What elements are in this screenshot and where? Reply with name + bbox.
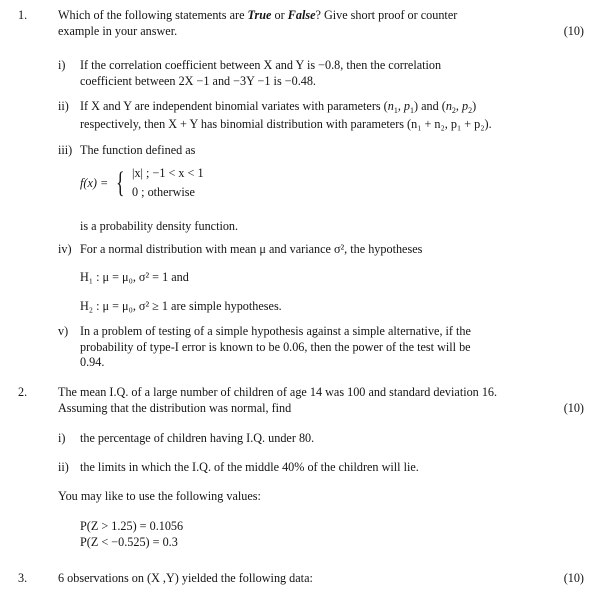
- q1-iii-label: iii): [58, 143, 73, 157]
- q1-v-line3: 0.94.: [80, 355, 105, 369]
- q3-marks: (10): [563, 571, 584, 585]
- pdf-piecewise: [80, 166, 330, 202]
- q2-number: 2.: [18, 385, 28, 399]
- left-brace-icon: {: [116, 166, 125, 199]
- q2-hint: You may like to use the following values:: [58, 489, 261, 503]
- q1-ii-label: ii): [58, 99, 69, 113]
- q2-ii-text: the limits in which the I.Q. of the middle 40% of the children will lie.: [80, 460, 419, 474]
- q1-ii-sub4: 2: [468, 106, 473, 115]
- q1-iv-line1: For a normal distribution with mean μ and variance σ², the hypotheses: [80, 242, 423, 256]
- q1-ii-line2: respectively, then X + Y has binomial distribution with parameters (n₁ + n₂, p₁ + p₂).: [80, 117, 492, 131]
- q1-iv-h2: H₂ : μ = μ₀, σ² ≥ 1 are simple hypotheses.: [80, 299, 282, 313]
- q1-ii-sub2: 1: [410, 106, 415, 115]
- q1-stem-or: or: [271, 8, 288, 22]
- q1-v-label: v): [58, 324, 69, 338]
- q1-ii-p1: p: [403, 99, 411, 113]
- q1-ii-n2: n: [445, 99, 452, 113]
- q1-ii-p2: p: [462, 99, 469, 113]
- q2-value-1: P(Z > 1.25) = 0.1056: [80, 519, 184, 533]
- q1-stem-pre: Which of the following statements are: [58, 8, 248, 22]
- q1-stem-false: False: [287, 8, 316, 22]
- q1-i-label: i): [58, 58, 66, 72]
- q1-marks: (10): [563, 24, 584, 38]
- q1-stem-true: True: [247, 8, 272, 22]
- q1-i-line1: If the correlation coefficient between X and Y is −0.8, then the correlation: [80, 58, 442, 72]
- q1-stem-post: ? Give short proof or counter: [315, 8, 458, 22]
- q2-marks: (10): [563, 401, 584, 415]
- q1-number: 1.: [18, 8, 28, 22]
- q2-i-text: the percentage of children having I.Q. under 80.: [80, 431, 315, 445]
- q1-ii-text-a: If X and Y are independent binomial variates with parameters (: [80, 99, 388, 113]
- q1-ii-text-e: ): [472, 99, 477, 113]
- q2-line2: Assuming that the distribution was normal, find: [58, 401, 292, 415]
- q1-iv-label: iv): [58, 242, 72, 256]
- q1-ii-sub1: 1: [393, 106, 398, 115]
- q3-number: 3.: [18, 571, 28, 585]
- q1-i-line2: coefficient between 2X −1 and −3Y −1 is −0.48.: [80, 74, 316, 88]
- q1-stem: [58, 8, 528, 23]
- q2-value-2: P(Z < −0.525) = 0.3: [80, 535, 178, 549]
- q2-ii-label: ii): [58, 460, 69, 474]
- q2-line1: The mean I.Q. of a large number of children of age 14 was 100 and standard deviation 16.: [58, 385, 498, 399]
- q1-ii-text-d: ,: [455, 99, 463, 113]
- q1-iv-h1: H₁ : μ = μ₀, σ² = 1 and: [80, 270, 189, 284]
- q1-v-line1: In a problem of testing of a simple hypothesis against a simple alternative, if the: [80, 324, 471, 338]
- pdf-case-2: 0 ; otherwise: [132, 185, 195, 199]
- q2-i-label: i): [58, 431, 66, 445]
- q1-ii-text-c: ) and (: [414, 99, 446, 113]
- pdf-fx: f(x) =: [80, 176, 109, 190]
- q1-iii-line-after: is a probability density function.: [80, 219, 239, 233]
- q1-iii-line1: The function defined as: [80, 143, 196, 157]
- pdf-case-1: |x| ; −1 < x < 1: [132, 166, 204, 180]
- q3-text: 6 observations on (X ,Y) yielded the following data:: [58, 571, 313, 585]
- q1-ii-n1: n: [387, 99, 394, 113]
- q1-ii-text-b: ,: [397, 99, 404, 113]
- q1-ii-line1: [80, 99, 476, 118]
- q1-stem-line2: example in your answer.: [58, 24, 178, 38]
- q1-v-line2: probability of type-I error is known to be 0.06, then the power of the test will be: [80, 340, 471, 354]
- q1-ii-sub3: 2: [451, 106, 456, 115]
